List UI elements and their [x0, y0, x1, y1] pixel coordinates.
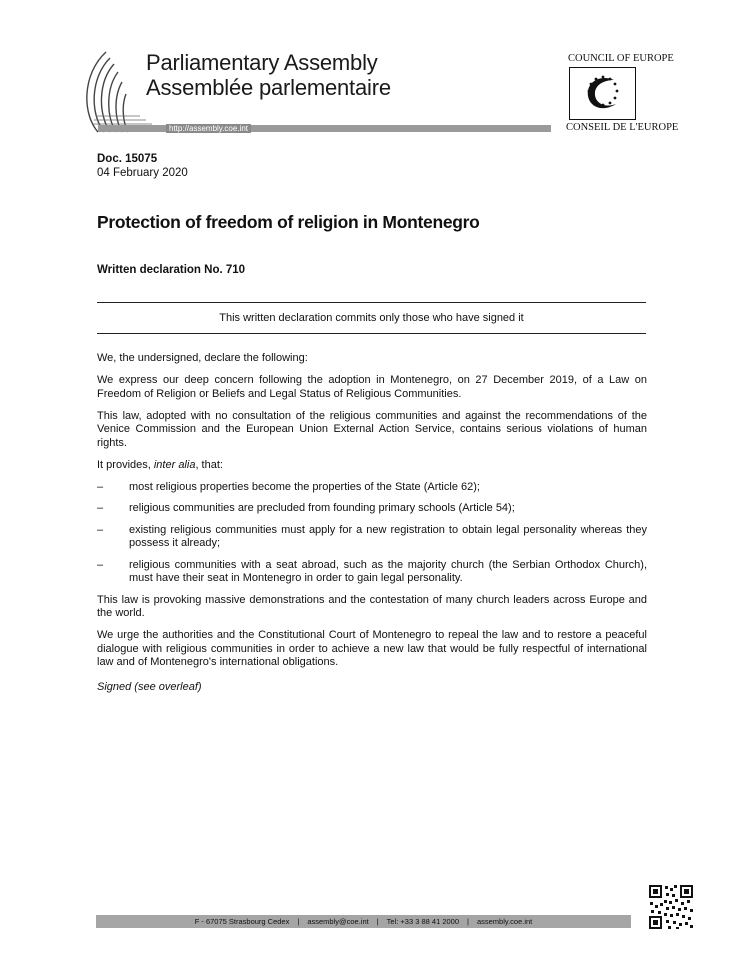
paragraph-demonstrations: This law is provoking massive demonstrations and the contestation of many church leaders across Europe and the world. [97, 593, 647, 619]
list-item [97, 524, 647, 551]
footer-separator: | [297, 917, 300, 926]
list-item [97, 502, 647, 516]
assembly-name-en: Parliamentary Assembly [146, 50, 378, 75]
dash-bullet: – [97, 502, 104, 514]
doc-title: Protection of freedom of religion in Montenegro [97, 212, 480, 232]
provides-lead: It provides, [97, 458, 154, 471]
list-item-text: religious communities are precluded from founding primary schools (Article 54); [129, 502, 515, 514]
divider-bottom [97, 333, 646, 334]
signed-note: Signed (see overleaf) [97, 680, 202, 693]
footer-phone: Tel: +33 3 88 41 2000 [386, 917, 460, 926]
paragraph-urge: We urge the authorities and the Constitutional Court of Montenegro to repeal the law and to restore a peaceful dialogue with religious communities in order to achieve a new law that would be fully respectful of international law and of Montenegro's international obligations. [97, 629, 647, 668]
paragraph-intro: We, the undersigned, declare the following: [97, 352, 308, 364]
footer-contact-bar [96, 915, 631, 928]
dash-bullet: – [97, 558, 104, 571]
coe-logo [569, 67, 636, 120]
divider-top [97, 302, 646, 303]
assembly-name-fr: Assemblée parlementaire [146, 75, 391, 100]
paragraph-provides [97, 459, 647, 473]
doc-number: Doc. 15075 [97, 153, 158, 165]
list-item-text: existing religious communities must apply for a new registration to obtain legal personality whereas they possess it already; [129, 523, 647, 549]
coe-stars-icon [570, 68, 634, 118]
footer-separator: | [467, 917, 469, 926]
provisions-list [97, 481, 647, 586]
list-item [97, 559, 647, 586]
dash-bullet: – [97, 523, 104, 536]
inter-alia-text: inter alia [153, 458, 196, 471]
list-item [97, 481, 647, 495]
paragraph-law-violations: This law, adopted with no consultation of the religious communities and against the recommendations of the Venice Commission and the European Union External Action Service, contains serious violations of human rights. [97, 409, 647, 449]
footer-separator: | [376, 917, 379, 926]
provides-tail: , that: [195, 458, 223, 471]
doc-date: 04 February 2020 [97, 167, 188, 179]
footer-address: F - 67075 Strasbourg Cedex [194, 917, 290, 926]
disclaimer-text: This written declaration commits only those who have signed it [219, 312, 524, 324]
declaration-body [97, 352, 647, 703]
header-website-link[interactable]: http://assembly.coe.int [166, 124, 251, 133]
doc-subtitle: Written declaration No. 710 [97, 264, 246, 276]
list-item-text: most religious properties become the properties of the State (Article 62); [129, 480, 480, 493]
coe-name-en: COUNCIL OF EUROPE [568, 53, 674, 64]
footer-web-link[interactable]: assembly.coe.int [476, 917, 533, 926]
dash-bullet: – [97, 480, 104, 493]
qr-code-icon [648, 884, 694, 930]
list-item-text: religious communities with a seat abroad, such as the majority church (the Serbian Orthodox Church), must have their seat in Montenegro in order to gain legal personality. [129, 558, 647, 584]
paragraph-concern: We express our deep concern following the adoption in Montenegro, on 27 December 2019, of a Law on Freedom of Religion or Beliefs and Legal Status of Religious Communities. [97, 374, 647, 400]
coe-name-fr: CONSEIL DE L'EUROPE [566, 122, 679, 133]
footer-email-link[interactable]: assembly@coe.int [307, 917, 369, 926]
